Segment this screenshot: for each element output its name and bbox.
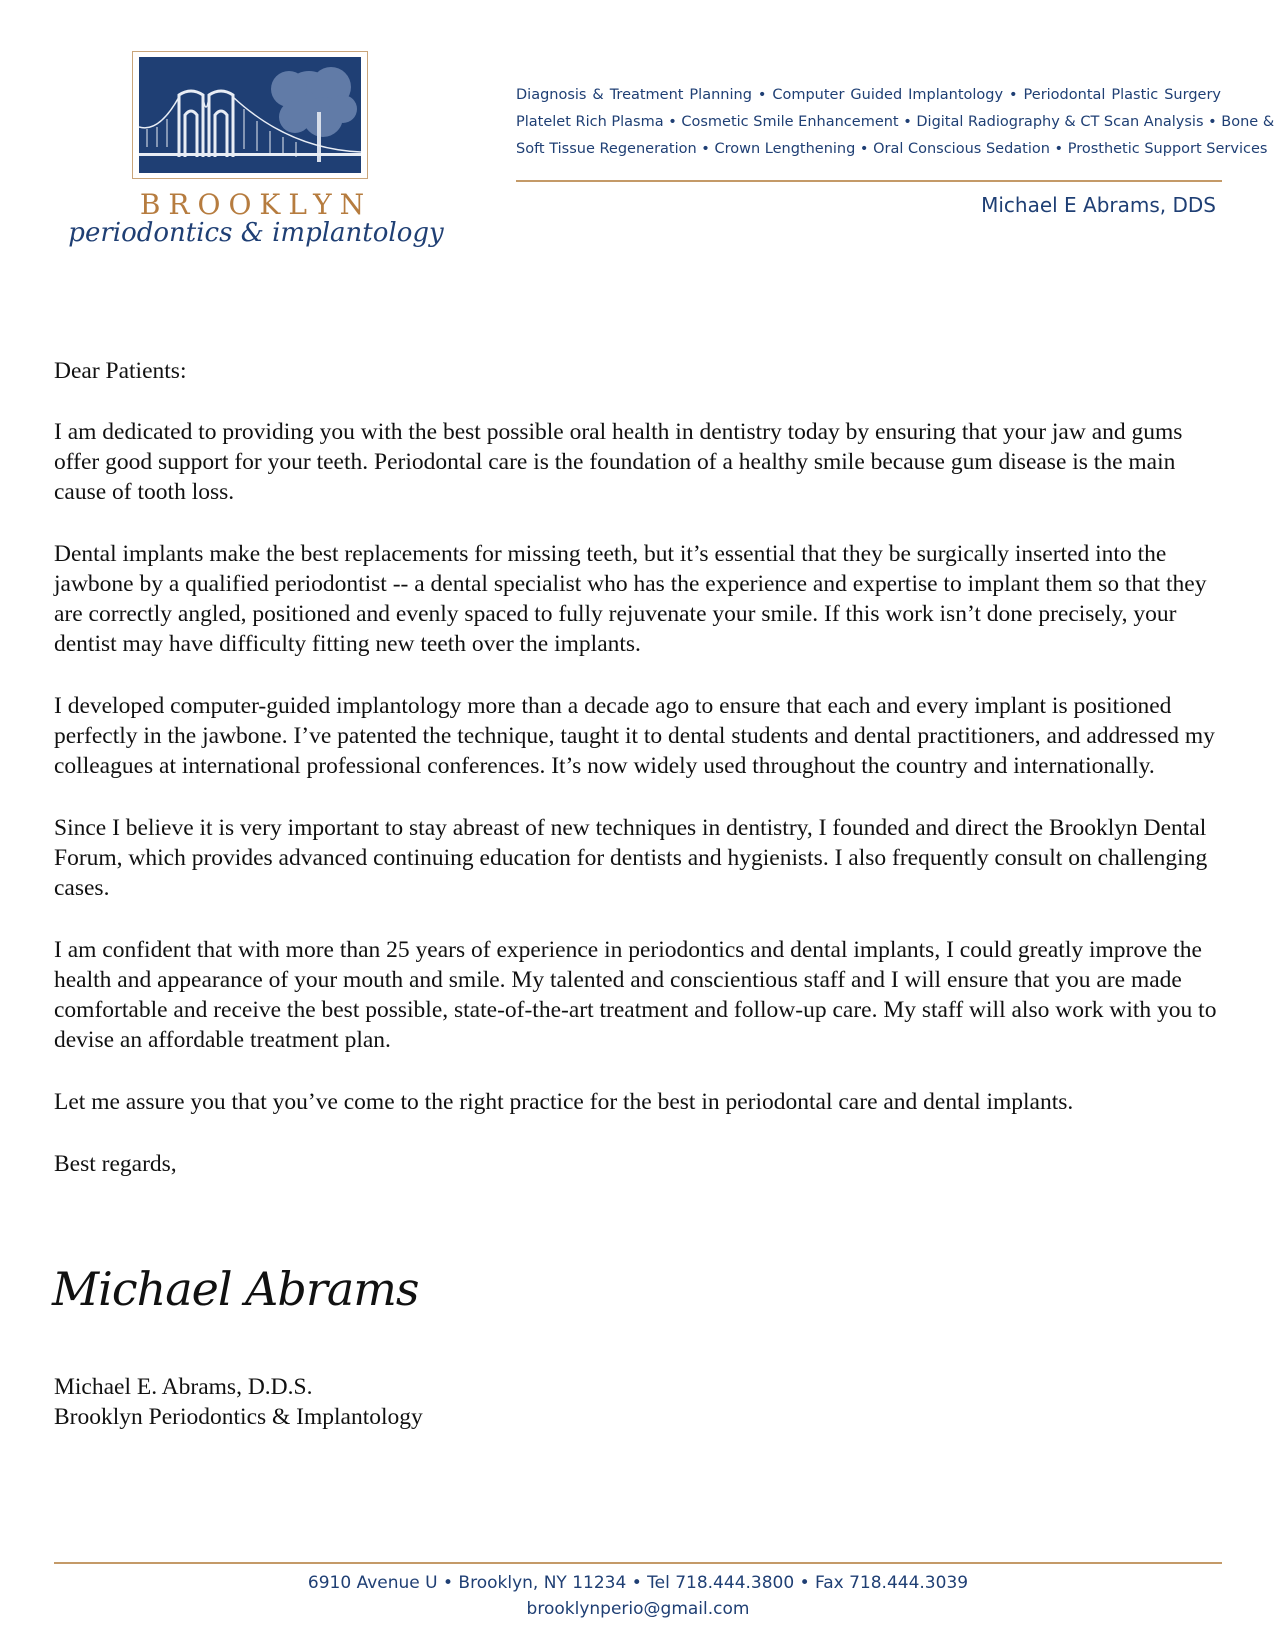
paragraph: Since I believe it is very important to stay abreast of new techniques in dentistry, I founded and direct the Brooklyn Dental Forum, which provides advanced continuing education for dentists and hygienists. I also frequently consult on challenging cases. <box>54 815 1208 901</box>
services-line: Soft Tissue Regeneration • Crown Lengthening • Oral Conscious Sedation • Prosthetic Support Services <box>516 141 1268 157</box>
footer <box>54 1570 1222 1622</box>
bridge-logo-icon <box>139 57 361 173</box>
paragraph: I developed computer-guided implantology more than a decade ago to ensure that each and every implant is positioned perfectly in the jawbone. I’ve patented the technique, taught it to dental students and dental practitioners, and addressed my colleagues at international professional conferences. It’s now widely used throughout the country and internationally. <box>54 693 1215 779</box>
doctor-name: Michael E Abrams, DDS <box>981 193 1216 217</box>
paragraph: I am dedicated to providing you with the best possible oral health in dentistry today by ensuring that your jaw and gums offer good support for your teeth. Periodontal care is the foundation of a healthy smile because gum disease is the main cause of tooth loss. <box>54 419 1183 505</box>
services-line: Platelet Rich Plasma • Cosmetic Smile Enhancement • Digital Radiography & CT Scan Analysis • Bone & <box>516 114 1275 130</box>
letter-body <box>54 356 1224 1211</box>
sender-practice: Brooklyn Periodontics & Implantology <box>54 1404 423 1430</box>
sender-block <box>54 1372 423 1432</box>
signature: Michael Abrams <box>52 1262 419 1316</box>
sender-name: Michael E. Abrams, D.D.S. <box>54 1374 313 1400</box>
footer-email: brooklynperio@gmail.com <box>526 1599 750 1619</box>
brand-name: BROOKLYN <box>139 188 373 221</box>
logo <box>132 51 368 179</box>
services-list <box>516 82 1275 163</box>
paragraph: Let me assure you that you’ve come to the right practice for the best in periodontal care and dental implants. <box>54 1089 1074 1115</box>
salutation: Dear Patients: <box>54 358 187 384</box>
paragraph: Dental implants make the best replacements for missing teeth, but it’s essential that they be surgically inserted into the jawbone by a qualified periodontist -- a dental specialist who has the experience and expertise to implant them so that they are correctly angled, positioned and evenly spaced to fully rejuvenate your smile. If this work isn’t done precisely, your dentist may have difficulty fitting new teeth over the implants. <box>54 541 1207 657</box>
brand-subtitle: periodontics & implantology <box>68 218 444 248</box>
header-divider <box>516 180 1222 182</box>
footer-divider <box>54 1562 1222 1564</box>
footer-address: 6910 Avenue U • Brooklyn, NY 11234 • Tel 718.444.3800 • Fax 718.444.3039 <box>307 1573 969 1593</box>
paragraph: I am confident that with more than 25 years of experience in periodontics and dental implants, I could greatly improve the health and appearance of your mouth and smile. My talented and conscientious staff and I will ensure that you are made comfortable and receive the best possible, state-of-the-art treatment and follow-up care. My staff will also work with you to devise an affordable treatment plan. <box>54 937 1217 1053</box>
services-line: Diagnosis & Treatment Planning • Computer Guided Implantology • Periodontal Plastic Surgery <box>516 87 1221 103</box>
closing: Best regards, <box>54 1151 177 1177</box>
